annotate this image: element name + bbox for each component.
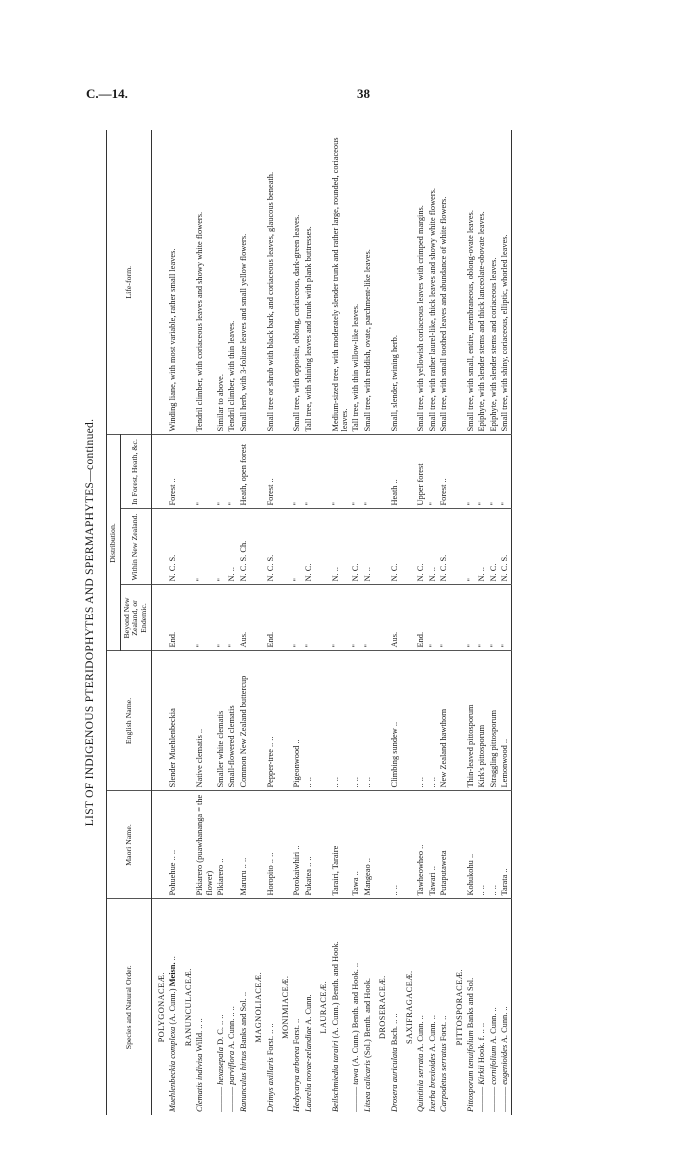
- life-form: Small herb, with 3-foliate leaves and small yellow flowers.: [238, 130, 249, 435]
- maori-name: .. ..: [476, 791, 487, 899]
- habitat: Heath, open forest: [238, 435, 249, 509]
- table-row: [167, 130, 178, 1115]
- english-name: .. ..: [303, 651, 314, 791]
- species-name: Kirkii: [477, 1065, 487, 1085]
- maori-name: [226, 791, 237, 899]
- habitat: Forest ..: [167, 435, 178, 509]
- species-cell: [194, 899, 215, 1115]
- empty-cell: [276, 130, 291, 435]
- habitat: Heath ..: [389, 435, 400, 509]
- empty-cell: [400, 130, 415, 435]
- english-name: Common New Zealand buttercup: [238, 651, 249, 791]
- life-form: Small tree, with reddish, ovate, parchment-like leaves.: [362, 130, 373, 435]
- life-form: Small tree, with shiny, coriaceous, elliptic, whorled leaves.: [499, 130, 511, 435]
- table-row: [362, 130, 373, 1115]
- species-name: cornifolium: [488, 1045, 498, 1085]
- col-distribution-header: Distribution.: [107, 435, 121, 651]
- english-name: Lemonwood ..: [499, 651, 511, 791]
- family-name: SAXIFRAGACEÆ.: [405, 970, 414, 1044]
- species-cell: [465, 899, 476, 1115]
- english-name: Thin-leaved pittosporum: [465, 651, 476, 791]
- table-row: [465, 130, 476, 1115]
- species-name: hexasepala: [215, 1047, 225, 1085]
- life-form: Small tree, with small, entire, membraneous, oblong-ovate leaves.: [465, 130, 476, 435]
- species-cell: [350, 899, 361, 1115]
- species-name: Muehlenbeckia complexa: [168, 1026, 178, 1112]
- life-form: Small tree or shrub with black bark, and coriaceous leaves, glaucous beneath.: [265, 130, 276, 435]
- species-authority: A. Cunn. ..: [416, 1015, 426, 1054]
- empty-cell: [400, 509, 415, 585]
- life-form: Tall tree, with shining leaves and trunk with plank buttresses.: [303, 130, 314, 435]
- life-form: Tall tree, with thin willow-like leaves.: [350, 130, 361, 435]
- habitat: ": [465, 435, 476, 509]
- species-cell: [488, 899, 499, 1115]
- species-cell: [330, 899, 351, 1115]
- english-name: New Zealand hawthorn: [438, 651, 449, 791]
- species-cell: [238, 899, 249, 1115]
- species-authority: Banks and Sol.: [466, 977, 476, 1031]
- table-row: [488, 130, 499, 1115]
- empty-cell: [276, 651, 291, 791]
- col-english-header: English Name.: [107, 651, 152, 791]
- species-name: eugenioides: [500, 1044, 510, 1085]
- empty-cell: [314, 585, 329, 651]
- life-form: Similar to above.: [215, 130, 226, 435]
- english-name: .. ..: [330, 651, 351, 791]
- table-row: [499, 130, 511, 1115]
- beyond-nz: ": [226, 585, 237, 651]
- empty-cell: [400, 585, 415, 651]
- species-cell: [476, 899, 487, 1115]
- empty-cell: [276, 509, 291, 585]
- family-name: MONIMIACEÆ.: [280, 975, 290, 1039]
- species-ditto: ———: [477, 1084, 487, 1112]
- table-row: [438, 130, 449, 1115]
- maori-name: Tawari ..: [427, 791, 438, 899]
- empty-cell: [373, 509, 388, 585]
- within-nz: N. ..: [362, 509, 373, 585]
- table-row: [265, 130, 276, 1115]
- empty-cell: [373, 651, 388, 791]
- species-ditto: ———: [500, 1084, 510, 1112]
- col-lifeform-header: Life-form.: [107, 130, 152, 435]
- empty-cell: [151, 791, 167, 899]
- empty-cell: [450, 130, 465, 435]
- species-authority: A. Cunn. ..: [500, 1006, 510, 1045]
- maori-name: Putaputaweta: [438, 791, 449, 899]
- empty-cell: [400, 651, 415, 791]
- species-name: Litsea calicaris: [362, 1060, 372, 1112]
- species-table: [106, 130, 512, 1115]
- empty-cell: [373, 435, 388, 509]
- empty-cell: [249, 435, 264, 509]
- empty-cell: [151, 435, 167, 509]
- species-cell: [499, 899, 511, 1115]
- empty-cell: [249, 509, 264, 585]
- english-name: .. ..: [362, 651, 373, 791]
- beyond-nz: End.: [415, 585, 426, 651]
- within-nz: N. ..: [226, 509, 237, 585]
- maori-name: Porokaiwhiri ..: [291, 791, 302, 899]
- life-form: Small tree, with yellowish coriaceous leaves with crimped margins.: [415, 130, 426, 435]
- habitat: ": [303, 435, 314, 509]
- english-name: Slender Muehlenbeckia: [167, 651, 178, 791]
- species-authority: Bach. .. ..: [389, 1013, 399, 1048]
- table-caption: LIST OF INDIGENOUS PTERIDOPHYTES AND SPERMAPHYTES—continued.: [84, 418, 96, 827]
- habitat: ": [476, 435, 487, 509]
- habitat: Upper forest: [415, 435, 426, 509]
- life-form: Epiphyte, with slender stems and thick lanceolate-obovate leaves.: [476, 130, 487, 435]
- table-row: [389, 130, 400, 1115]
- col-beyond-header: Beyond New Zealand, or Endemic.: [120, 585, 151, 651]
- english-name: Climbing sundew ..: [389, 651, 400, 791]
- empty-cell: [179, 130, 194, 435]
- species-name: Drosera auriculata: [389, 1047, 399, 1112]
- species-authority: A. Cunn. ..: [427, 1015, 437, 1054]
- species-authority: Forst. .. ..: [265, 1023, 275, 1058]
- species-authority: A. Cunn. .. ..: [227, 1006, 237, 1051]
- table-row: [350, 130, 361, 1115]
- species-authority: A. Cunn.: [303, 994, 313, 1027]
- habitat: ": [362, 435, 373, 509]
- empty-cell: [151, 651, 167, 791]
- empty-cell: [450, 651, 465, 791]
- maori-name: Horopito .. ..: [265, 791, 276, 899]
- within-nz: N. ..: [476, 509, 487, 585]
- maori-name: Pukatea .. ..: [303, 791, 314, 899]
- maori-name: Tarata ..: [499, 791, 511, 899]
- beyond-nz: ": [499, 585, 511, 651]
- habitat: Forest ..: [265, 435, 276, 509]
- english-name: Pigeonwood ..: [291, 651, 302, 791]
- empty-cell: [450, 435, 465, 509]
- habitat: ": [350, 435, 361, 509]
- within-nz: N. C. S.: [265, 509, 276, 585]
- family-row: [276, 130, 291, 1115]
- family-name: RANUNCULACEÆ.: [183, 968, 193, 1047]
- species-name: tawa: [351, 1068, 361, 1085]
- species-cell: [215, 899, 226, 1115]
- maori-name: Maruru .. ..: [238, 791, 249, 899]
- empty-cell: [314, 791, 329, 899]
- empty-cell: [314, 509, 329, 585]
- empty-cell: [249, 130, 264, 435]
- beyond-nz: ": [362, 585, 373, 651]
- table-row: [291, 130, 302, 1115]
- maori-name: Pikiarero ..: [215, 791, 226, 899]
- species-authority: D. C. .. ..: [215, 1014, 225, 1048]
- habitat: ": [215, 435, 226, 509]
- species-name: Beilschmiedia tarairi: [330, 1040, 340, 1112]
- species-cell: [427, 899, 438, 1115]
- beyond-nz: ": [427, 585, 438, 651]
- species-ditto: ———: [227, 1084, 237, 1112]
- life-form: Small tree, with small toothed leaves and abundance of white flowers.: [438, 130, 449, 435]
- species-authority: Willd. .. ..: [195, 1018, 205, 1054]
- english-name: Native clematis ..: [194, 651, 215, 791]
- empty-cell: [314, 651, 329, 791]
- habitat: ": [194, 435, 215, 509]
- family-name: DROSERACEÆ.: [378, 975, 388, 1040]
- species-cell: [438, 899, 449, 1115]
- empty-cell: [151, 585, 167, 651]
- empty-cell: [450, 791, 465, 899]
- page-number: 38: [357, 86, 370, 101]
- maori-name: Tarairi, Taraire: [330, 791, 351, 899]
- page-code: C.—14.: [86, 86, 128, 101]
- empty-cell: [151, 130, 167, 435]
- within-nz: ": [465, 509, 476, 585]
- species-name: Laurelia novae-zelandiae: [303, 1026, 313, 1112]
- empty-cell: [179, 651, 194, 791]
- table-row: [330, 130, 351, 1115]
- table-row: [303, 130, 314, 1115]
- english-name: Straggling pittosporum: [488, 651, 499, 791]
- beyond-nz: ": [465, 585, 476, 651]
- life-form: Small tree, with opposite, oblong, coriaceous, dark-green leaves.: [291, 130, 302, 435]
- empty-cell: [400, 791, 415, 899]
- species-authority: (Sol.) Benth. and Hook.: [362, 977, 372, 1061]
- english-name: Kirk's pittosporum: [476, 651, 487, 791]
- table-row: [226, 130, 237, 1115]
- empty-cell: [314, 435, 329, 509]
- empty-cell: [249, 791, 264, 899]
- beyond-nz: End.: [167, 585, 178, 651]
- species-leader: ..: [168, 956, 178, 963]
- english-name: Smaller white clematis: [215, 651, 226, 791]
- empty-cell: [276, 585, 291, 651]
- empty-cell: [151, 509, 167, 585]
- life-form: Winding liane, with most variable, rather small leaves.: [167, 130, 178, 435]
- family-row: [179, 130, 194, 1115]
- habitat: ": [291, 435, 302, 509]
- species-ditto: ———: [351, 1084, 361, 1112]
- species-authority: (A. Cunn.) Benth. and Hook.: [330, 941, 340, 1041]
- family-row: [314, 130, 329, 1115]
- maori-name: .. ..: [389, 791, 400, 899]
- beyond-nz: ": [330, 585, 351, 651]
- english-name: .. ..: [427, 651, 438, 791]
- within-nz: N. C. S.: [438, 509, 449, 585]
- within-nz: N. C.: [350, 509, 361, 585]
- within-nz: ": [194, 509, 215, 585]
- habitat: Forest ..: [438, 435, 449, 509]
- maori-name: .. ..: [488, 791, 499, 899]
- within-nz: N. C. S. Ch.: [238, 509, 249, 585]
- species-name: Hedycarya arborea: [292, 1046, 302, 1112]
- beyond-nz: ": [438, 585, 449, 651]
- within-nz: N. C.: [488, 509, 499, 585]
- col-within-header: Within New Zealand.: [120, 509, 151, 585]
- family-row: [151, 130, 167, 1115]
- maori-name: Pikiarero (puawhananga = the flower): [194, 791, 215, 899]
- species-name: Quintinia serrata: [416, 1053, 426, 1112]
- species-cell: [389, 899, 400, 1115]
- species-cell: [226, 899, 237, 1115]
- beyond-nz: ": [215, 585, 226, 651]
- species-name: Drimys axillaris: [265, 1057, 275, 1112]
- col-maori-header: Maori Name.: [107, 791, 152, 899]
- english-name: Pepper-tree .. ..: [265, 651, 276, 791]
- species-authority: Forst. ..: [439, 1015, 449, 1044]
- family-name: LAURACEÆ.: [319, 980, 329, 1034]
- species-authority: A. Cunn. ..: [488, 1007, 498, 1046]
- within-nz: N. ..: [330, 509, 351, 585]
- within-nz: N. C.: [303, 509, 314, 585]
- species-authority: Banks and Sol. ..: [238, 991, 248, 1051]
- within-nz: N. C. S.: [167, 509, 178, 585]
- species-authority: (A. Cunn.) Benth. and Hook. ..: [351, 962, 361, 1069]
- species-name: Carpodetus serratus: [439, 1043, 449, 1112]
- empty-cell: [249, 585, 264, 651]
- habitat: ": [427, 435, 438, 509]
- empty-cell: [179, 791, 194, 899]
- empty-cell: [179, 585, 194, 651]
- empty-cell: [373, 130, 388, 435]
- within-nz: ": [291, 509, 302, 585]
- habitat: ": [226, 435, 237, 509]
- beyond-nz: ": [488, 585, 499, 651]
- table-row: [415, 130, 426, 1115]
- family-name: PITTOSPORACEÆ.: [454, 969, 464, 1046]
- english-name: .. ..: [415, 651, 426, 791]
- life-form: Small, slender, twining herb.: [389, 130, 400, 435]
- within-nz: ": [215, 509, 226, 585]
- empty-cell: [276, 791, 291, 899]
- species-ditto: ———: [215, 1084, 225, 1112]
- rotated-table-page: [84, 110, 620, 1135]
- family-name: POLYGONACEÆ.: [156, 972, 166, 1043]
- beyond-nz: Aus.: [238, 585, 249, 651]
- table-row: [238, 130, 249, 1115]
- beyond-nz: ": [194, 585, 215, 651]
- maori-name: Mangeao ..: [362, 791, 373, 899]
- empty-cell: [373, 791, 388, 899]
- life-form: Medium-sized tree, with moderately slender trunk and rather large, rounded, coriaceous leaves.: [330, 130, 351, 435]
- species-cell: [291, 899, 302, 1115]
- beyond-nz: ": [476, 585, 487, 651]
- maori-name: Pohuehue .. ..: [167, 791, 178, 899]
- within-nz: N. ..: [427, 509, 438, 585]
- table-row: [476, 130, 487, 1115]
- species-authority: Forst. ..: [292, 1018, 302, 1047]
- species-name: Pittosporum tenuifolium: [466, 1030, 476, 1112]
- maori-name: Kohukohu ..: [465, 791, 476, 899]
- life-form: Epiphyte, with slender stems and coriaceous leaves.: [488, 130, 499, 435]
- empty-cell: [314, 130, 329, 435]
- family-name: MAGNOLIACEÆ.: [254, 971, 264, 1043]
- family-row: [373, 130, 388, 1115]
- species-cell: [167, 899, 178, 1115]
- species-authority: (A. Cunn.): [168, 986, 178, 1027]
- col-forest-header: In Forest, Heath, &c.: [120, 435, 151, 509]
- beyond-nz: ": [350, 585, 361, 651]
- species-name: parviflora: [227, 1050, 237, 1085]
- habitat: ": [330, 435, 351, 509]
- species-authority-bold: Meisn.: [168, 962, 178, 987]
- table-row: [427, 130, 438, 1115]
- species-name: Ranunculus hirtus: [238, 1050, 248, 1112]
- english-name: Small-flowered clematis: [226, 651, 237, 791]
- empty-cell: [450, 509, 465, 585]
- life-form: Small tree, with rather laurel-like, thick leaves and showy white flowers.: [427, 130, 438, 435]
- species-cell: [362, 899, 373, 1115]
- empty-cell: [400, 435, 415, 509]
- empty-cell: [179, 435, 194, 509]
- species-name: Ixerba brexioides: [427, 1053, 437, 1112]
- habitat: ": [488, 435, 499, 509]
- species-cell: [415, 899, 426, 1115]
- species-ditto: ———: [488, 1084, 498, 1112]
- family-row: [450, 130, 465, 1115]
- species-cell: [265, 899, 276, 1115]
- table-row: [194, 130, 215, 1115]
- empty-cell: [179, 509, 194, 585]
- species-authority: Hook. f. .. ..: [477, 1022, 487, 1066]
- within-nz: N. C.: [415, 509, 426, 585]
- species-cell: [303, 899, 314, 1115]
- english-name: .. ..: [350, 651, 361, 791]
- table-row: [215, 130, 226, 1115]
- table-body: [151, 130, 511, 1115]
- empty-cell: [450, 585, 465, 651]
- life-form: Tendril climber, with thin leaves.: [226, 130, 237, 435]
- within-nz: N. C.: [389, 509, 400, 585]
- maori-name: Tawheowheo ..: [415, 791, 426, 899]
- col-species-header: Species and Natural Order.: [107, 899, 152, 1115]
- beyond-nz: Aus.: [389, 585, 400, 651]
- habitat: ": [499, 435, 511, 509]
- life-form: Tendril climber, with coriaceous leaves and showy white flowers.: [194, 130, 215, 435]
- empty-cell: [373, 585, 388, 651]
- species-name: Clematis indivisa: [195, 1053, 205, 1112]
- empty-cell: [249, 651, 264, 791]
- beyond-nz: ": [291, 585, 302, 651]
- beyond-nz: End.: [265, 585, 276, 651]
- beyond-nz: ": [303, 585, 314, 651]
- within-nz: N. C. S.: [499, 509, 511, 585]
- family-row: [249, 130, 264, 1115]
- maori-name: Tawa ..: [350, 791, 361, 899]
- empty-cell: [276, 435, 291, 509]
- family-row: [400, 130, 415, 1115]
